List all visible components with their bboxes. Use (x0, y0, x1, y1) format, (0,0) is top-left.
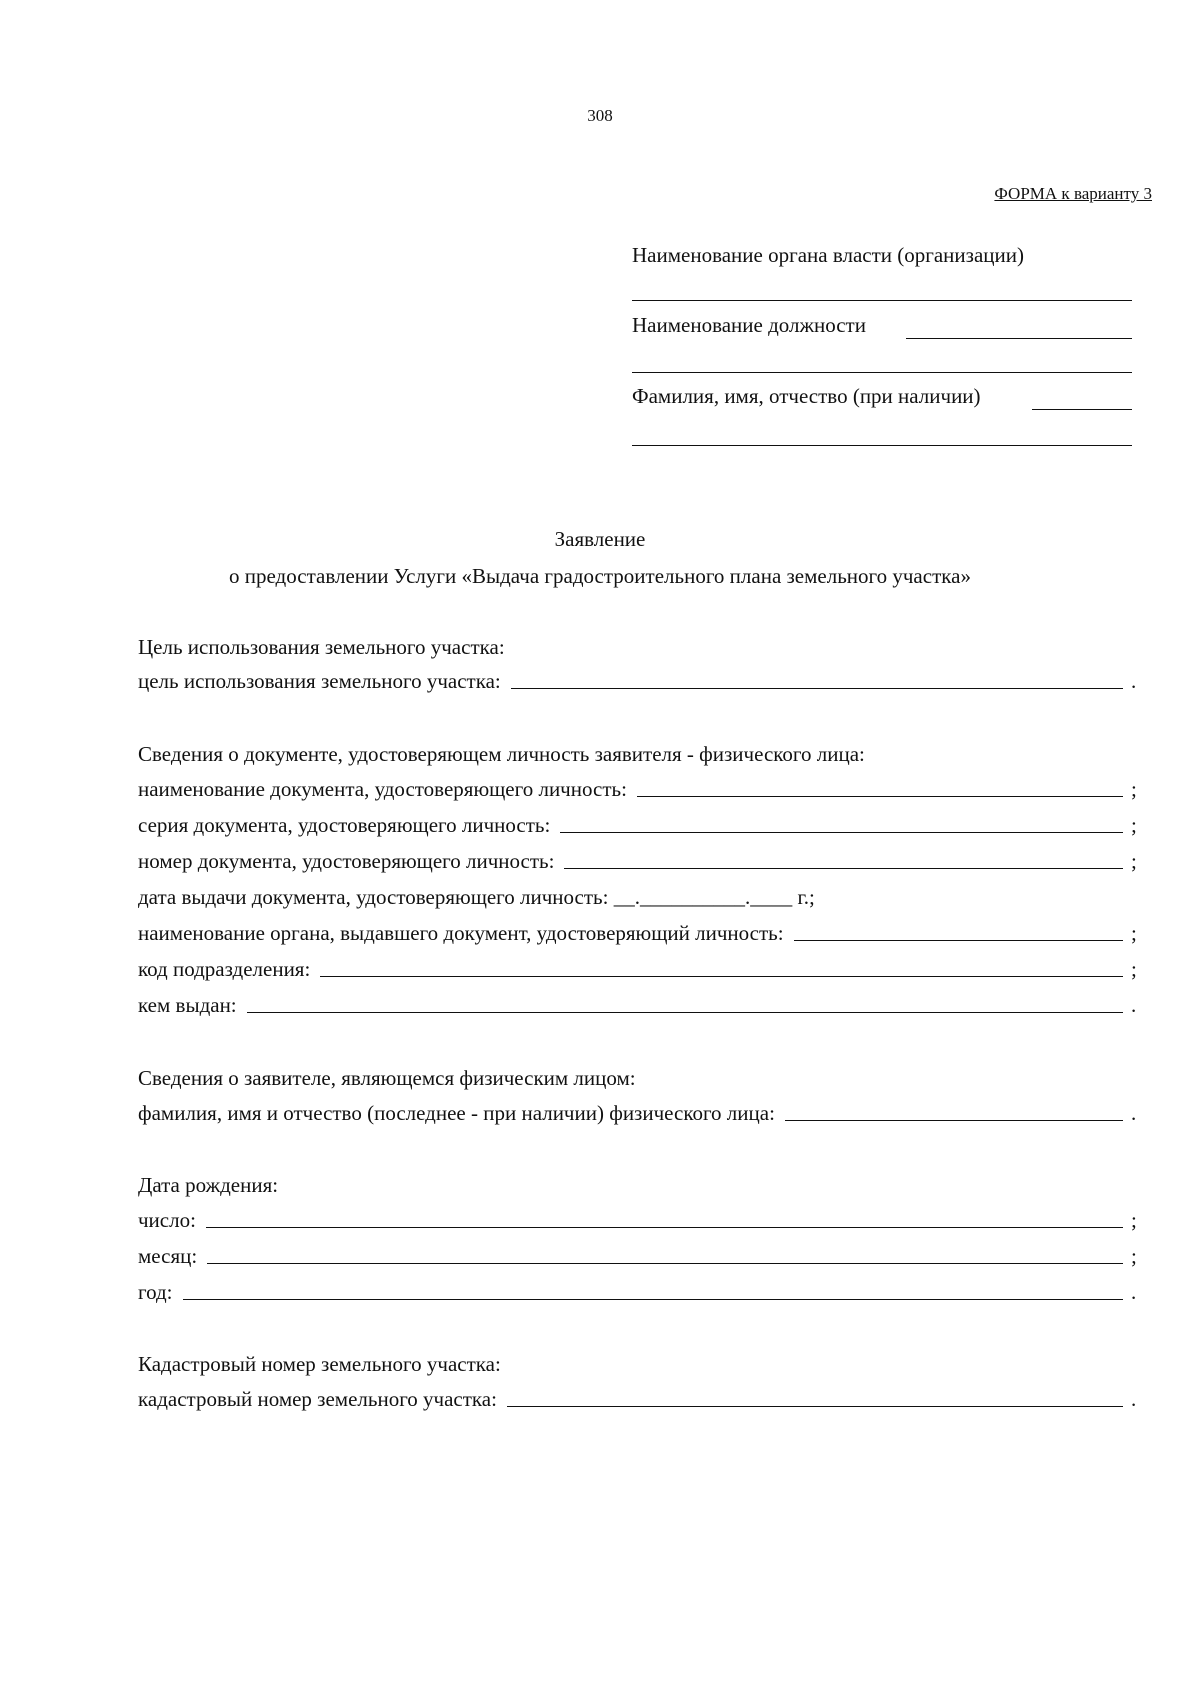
month-row (138, 1244, 1141, 1269)
cadastral-label: кадастровый номер земельного участка: (138, 1387, 497, 1411)
issuer-field[interactable] (794, 940, 1123, 941)
month-label: месяц: (138, 1244, 198, 1268)
issuer-end: ; (1131, 921, 1137, 945)
issued-by-field[interactable] (247, 1012, 1123, 1013)
doc-name-end: ; (1131, 777, 1137, 801)
position-line[interactable] (906, 338, 1132, 339)
issuer-row (138, 921, 1141, 946)
applicant-fio-end: . (1131, 1101, 1137, 1125)
doc-name-label: наименование документа, удостоверяющего личность: (138, 777, 627, 801)
number-field[interactable] (564, 868, 1123, 869)
year-field[interactable] (183, 1299, 1123, 1300)
birth-date-heading: Дата рождения: (138, 1173, 279, 1197)
issue-date-label: дата выдачи документа, удостоверяющего личность: (138, 885, 609, 909)
subdivision-end: ; (1131, 957, 1137, 981)
authority-line[interactable] (632, 300, 1132, 301)
issue-date-field[interactable]: __.__________.____ г.; (613, 885, 815, 909)
year-end: . (1131, 1280, 1137, 1304)
day-label: число: (138, 1208, 196, 1232)
series-end: ; (1131, 813, 1137, 837)
day-end: ; (1131, 1208, 1137, 1232)
issued-by-label: кем выдан: (138, 993, 237, 1017)
issued-by-end: . (1131, 993, 1137, 1017)
identity-heading: Сведения о документе, удостоверяющем личность заявителя - физического лица: (138, 742, 865, 766)
subdivision-row (138, 957, 1141, 982)
purpose-end: . (1131, 669, 1137, 693)
doc-name-row (138, 777, 1141, 802)
series-label: серия документа, удостоверяющего личность: (138, 813, 551, 837)
fio-line-2[interactable] (632, 445, 1132, 446)
position-line-2[interactable] (632, 372, 1132, 373)
purpose-row (138, 669, 1141, 694)
day-row (138, 1208, 1141, 1233)
header-authority: Наименование органа власти (организации) (632, 243, 1024, 267)
form-label: ФОРМА к варианту 3 (994, 184, 1152, 203)
applicant-fio-label: фамилия, имя и отчество (последнее - при наличии) физического лица: (138, 1101, 775, 1125)
document-title: Заявление (554, 527, 646, 551)
purpose-field[interactable] (511, 688, 1123, 689)
year-label: год: (138, 1280, 173, 1304)
subdivision-field[interactable] (320, 976, 1123, 977)
subdivision-label: код подразделения: (138, 957, 311, 981)
cadastral-row (138, 1387, 1141, 1412)
purpose-heading: Цель использования земельного участка: (138, 635, 505, 659)
doc-name-field[interactable] (637, 796, 1123, 797)
cadastral-end: . (1131, 1387, 1137, 1411)
issued-by-row (138, 993, 1141, 1018)
number-label: номер документа, удостоверяющего личность: (138, 849, 555, 873)
series-field[interactable] (560, 832, 1123, 833)
issuer-label: наименование органа, выдавшего документ, удостоверяющий личность: (138, 921, 784, 945)
header-position: Наименование должности (632, 313, 866, 337)
page-number: 308 (587, 106, 613, 125)
month-field[interactable] (207, 1263, 1123, 1264)
day-field[interactable] (206, 1227, 1123, 1228)
issue-date-row (138, 885, 815, 910)
purpose-label: цель использования земельного участка: (138, 669, 501, 693)
cadastral-field[interactable] (507, 1406, 1123, 1407)
document-subtitle: о предоставлении Услуги «Выдача градостроительного плана земельного участка» (229, 564, 971, 588)
number-end: ; (1131, 849, 1137, 873)
header-fio: Фамилия, имя, отчество (при наличии) (632, 384, 981, 408)
applicant-heading: Сведения о заявителе, являющемся физическим лицом: (138, 1066, 636, 1090)
fio-line[interactable] (1032, 409, 1132, 410)
number-row (138, 849, 1141, 874)
year-row (138, 1280, 1141, 1305)
applicant-fio-row (138, 1101, 1141, 1126)
cadastral-heading: Кадастровый номер земельного участка: (138, 1352, 501, 1376)
month-end: ; (1131, 1244, 1137, 1268)
series-row (138, 813, 1141, 838)
applicant-fio-field[interactable] (785, 1120, 1123, 1121)
